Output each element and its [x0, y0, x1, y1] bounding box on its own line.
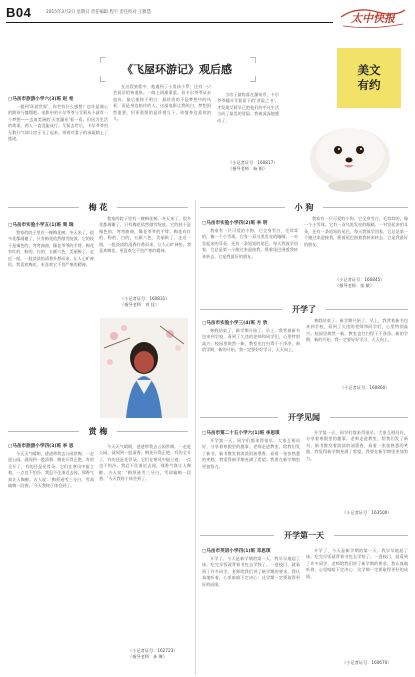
plum-photo — [100, 318, 188, 418]
dog-photo — [290, 108, 408, 196]
school-day-author: □马岳市第二十五小学六(1)班 李思琪 — [202, 431, 280, 436]
appreciate-author: □马岳市旅游小学四(3)班 李 思 — [8, 444, 74, 449]
school-day-body-col2: 开学第一天，同学们都来得很早。大家互相问好，分享着寒假里的趣事。老师走进教室，给我们发了新书，新书散发着淡淡的油墨香。看着一张张熟悉的笑脸，我觉得新学期充满了希望。我要在新学期里更加努力。 — [306, 430, 408, 461]
section-title-spring: 开学了 — [292, 303, 316, 314]
title-corner — [250, 57, 256, 63]
first-day-signature: （小记者证号：160670） — [342, 660, 392, 665]
featured-signature: （小记者证号：160817） （指导老师：杨 娟） — [228, 160, 278, 172]
page-code: B04 — [6, 5, 32, 20]
section-title-first-day: 开学第一天 — [284, 529, 324, 540]
section-bar-dog — [200, 200, 408, 214]
section-bar-plum — [8, 200, 188, 214]
column-tag-line2: 有约 — [357, 78, 381, 92]
spring-body-col2: 寒假结束了，新学期开始了。早上，我背着新书包来到学校，看到了久违的老师和同学们，心里特别高兴。校园里焕然一新，教室也打扫得干干净净。新的学期，新的开始，我一定要好好学习，天天向上。 — [306, 318, 408, 343]
spring-author: □马岳市实验小学三(4)班 方 欣 — [202, 321, 268, 326]
header-rule — [6, 22, 333, 23]
featured-author: □马岳市旅游小学六(3)班 赵 希 — [8, 97, 74, 102]
dog-signature: （小记者证号：160845） （指导老师：张 敏） — [335, 277, 385, 289]
appreciate-body-col2: 今天天气晴朗，爸爸带我去公园赏梅。一走进公园，就闻到一股清香。梅花开得正艳，有的全开了，有的还是花骨朵。它们在寒风中挺立着，一点也不怕冷。我忍不住凑近去闻，那香气真让人陶醉。古人说：'梅须逊雪三分白，雪却输梅一段香。'今天我终于体会到了。 — [99, 444, 191, 482]
logo-text: 太中快报 — [351, 12, 395, 25]
column-divider — [195, 200, 196, 675]
header-info: 2015年3月2日 星期日 责任编辑 程宇 责任校对 王雅慧 — [46, 10, 151, 15]
featured-title: 《飞屋环游记》观后感 — [122, 63, 232, 76]
featured-body-col3: 当房子最终落在瀑布旁，卡尔爷爷翻开艾莉留下的'冒险之书'，才发现艾莉早已把他们的平凡生活当成了最美的冒险。我被深深地感动了。 — [217, 92, 279, 123]
featured-body-col2: 在这段旅程中，他遇到了小男孩小罗，还有一只会说话的狗道格。一路上困难重重，但卡尔爷爷从未放弃。最后他终于明白：最珍贵的不是梦想中的风景，而是身边陪伴的人。这部电影让我明白，梦想固然重要，但更重要的是珍惜当下，珍惜身边爱你的人。 — [113, 84, 211, 122]
plum-signature: （小记者证号：160831） （指导老师：刘 佳） — [120, 296, 170, 308]
spring-signature: （小记者证号：160860） — [340, 385, 390, 390]
section-bar-spring — [200, 302, 408, 316]
section-title-plum: 梅 花 — [88, 201, 108, 212]
column-tag-line1: 美文 — [357, 63, 381, 77]
school-day-body: 开学第一天，同学们都来得很早。大家互相问好，分享着寒假里的趣事。老师走进教室，给我们发了新书，新书散发着淡淡的油墨香。看着一张张熟悉的笑脸，我觉得新学期充满了希望。我要在新学期里更加努力。 — [202, 438, 300, 469]
appreciate-body: 今天天气晴朗，爸爸带我去公园赏梅。一走进公园，就闻到一股清香。梅花开得正艳，有的全开了，有的还是花骨朵。它们在寒风中挺立着，一点也不怕冷。我忍不住凑近去闻，那香气真让人陶醉。古人说：'梅须逊雪三分白，雪却输梅一段香。'今天我终于体会到了。 — [8, 451, 94, 489]
school-day-signature: （小记者证号：163500） — [342, 510, 392, 515]
first-day-body-col2: 开学了，今天是新学期的第一天。我早早地起了床，吃完早饭就背着书包去学校了。一进校门，就看到了许多同学。老师给我们讲了新学期的要求，我认真地听着，心里暗暗下定决心：这学期一定要取得更好的成绩。 — [306, 548, 408, 579]
plum-author: □马岳市实验小学五(1)班 周 瑞 — [8, 223, 74, 228]
section-bar-school-day — [200, 410, 408, 424]
spring-body: 寒假结束了，新学期开始了。早上，我背着新书包来到学校，看到了久违的老师和同学们，心里特别高兴。校园里焕然一新，教室也打扫得干干净净。新的学期，新的开始，我一定要好好学习，天天向上。 — [202, 328, 300, 353]
section-title-school-day: 开学见闻 — [288, 411, 320, 422]
section-title-appreciate: 赏 梅 — [88, 425, 108, 436]
featured-body-col1: 一提到'环游世界'，你会有什么感想？也许是满心的期待与憧憬吧。电影中的卡尔爷爷与艾莉从小就有一个梦想——去南美洲的'天堂瀑布'看一看。但因为生活的琐事，两人一直没能成行。艾莉去世后，卡尔爷爷用无数只气球让房子飞了起来，带着对妻子的承诺踏上了旅途。 — [8, 104, 108, 142]
first-day-body: 开学了，今天是新学期的第一天。我早早地起了床，吃完早饭就背着书包去学校了。一进校门，就看到了许多同学。老师给我们讲了新学期的要求，我认真地听着，心里暗暗下定决心：这学期一定要取得更好的成绩。 — [202, 556, 300, 587]
dog-author: □马岳市实验小学四(2)班 李 明 — [202, 221, 268, 226]
plum-body-col2: 我家的院子里有一棵梅花树。冬天来了，很多花都凋谢了，只有梅花依然傲雪绽放。它的枝干是褐色的，弯弯曲曲，像老爷爷的手臂。梅花有红的、粉的、白的，五颜六色，美丽极了。走近一闻，一股淡淡的清香扑鼻而来，让人心旷神怡。我喜欢梅花，更喜欢它不畏严寒的精神。 — [99, 216, 191, 254]
section-bar-first-day — [200, 528, 408, 542]
title-corner — [250, 76, 256, 82]
title-corner — [100, 57, 106, 63]
dog-body: 我家有一只可爱的小狗，它全身雪白，毛茸茸的，像一个小雪球。它有一双乌黑发亮的眼睛，一对竖起来的耳朵，还有一条短短的尾巴。每天我放学回家，它总是第一个跑过来迎接我，摇着尾巴围着我转来转去。它是我最好的朋友。 — [202, 228, 298, 259]
section-title-dog: 小 狗 — [294, 201, 314, 212]
first-day-author: □马岳市英语小学四(1)班 邓思琪 — [202, 549, 271, 554]
section-bar-appreciate — [8, 424, 188, 438]
newspaper-logo — [337, 4, 409, 30]
title-corner — [100, 76, 106, 82]
appreciate-signature: （小记者证号：162723） （指导老师：孙 琳） — [128, 648, 178, 660]
column-tag — [337, 48, 401, 108]
dog-body-col2: 我家有一只可爱的小狗，它全身雪白，毛茸茸的，像一个小雪球。它有一双乌黑发亮的眼睛，一对竖起来的耳朵，还有一条短短的尾巴。每天我放学回家，它总是第一个跑过来迎接我，摇着尾巴围着我转来转去。它是我最好的朋友。 — [304, 216, 408, 247]
plum-body: 我家的院子里有一棵梅花树。冬天来了，很多花都凋谢了，只有梅花依然傲雪绽放。它的枝干是褐色的，弯弯曲曲，像老爷爷的手臂。梅花有红的、粉的、白的，五颜六色，美丽极了。走近一闻，一股淡淡的清香扑鼻而来，让人心旷神怡。我喜欢梅花，更喜欢它不畏严寒的精神。 — [8, 230, 94, 268]
